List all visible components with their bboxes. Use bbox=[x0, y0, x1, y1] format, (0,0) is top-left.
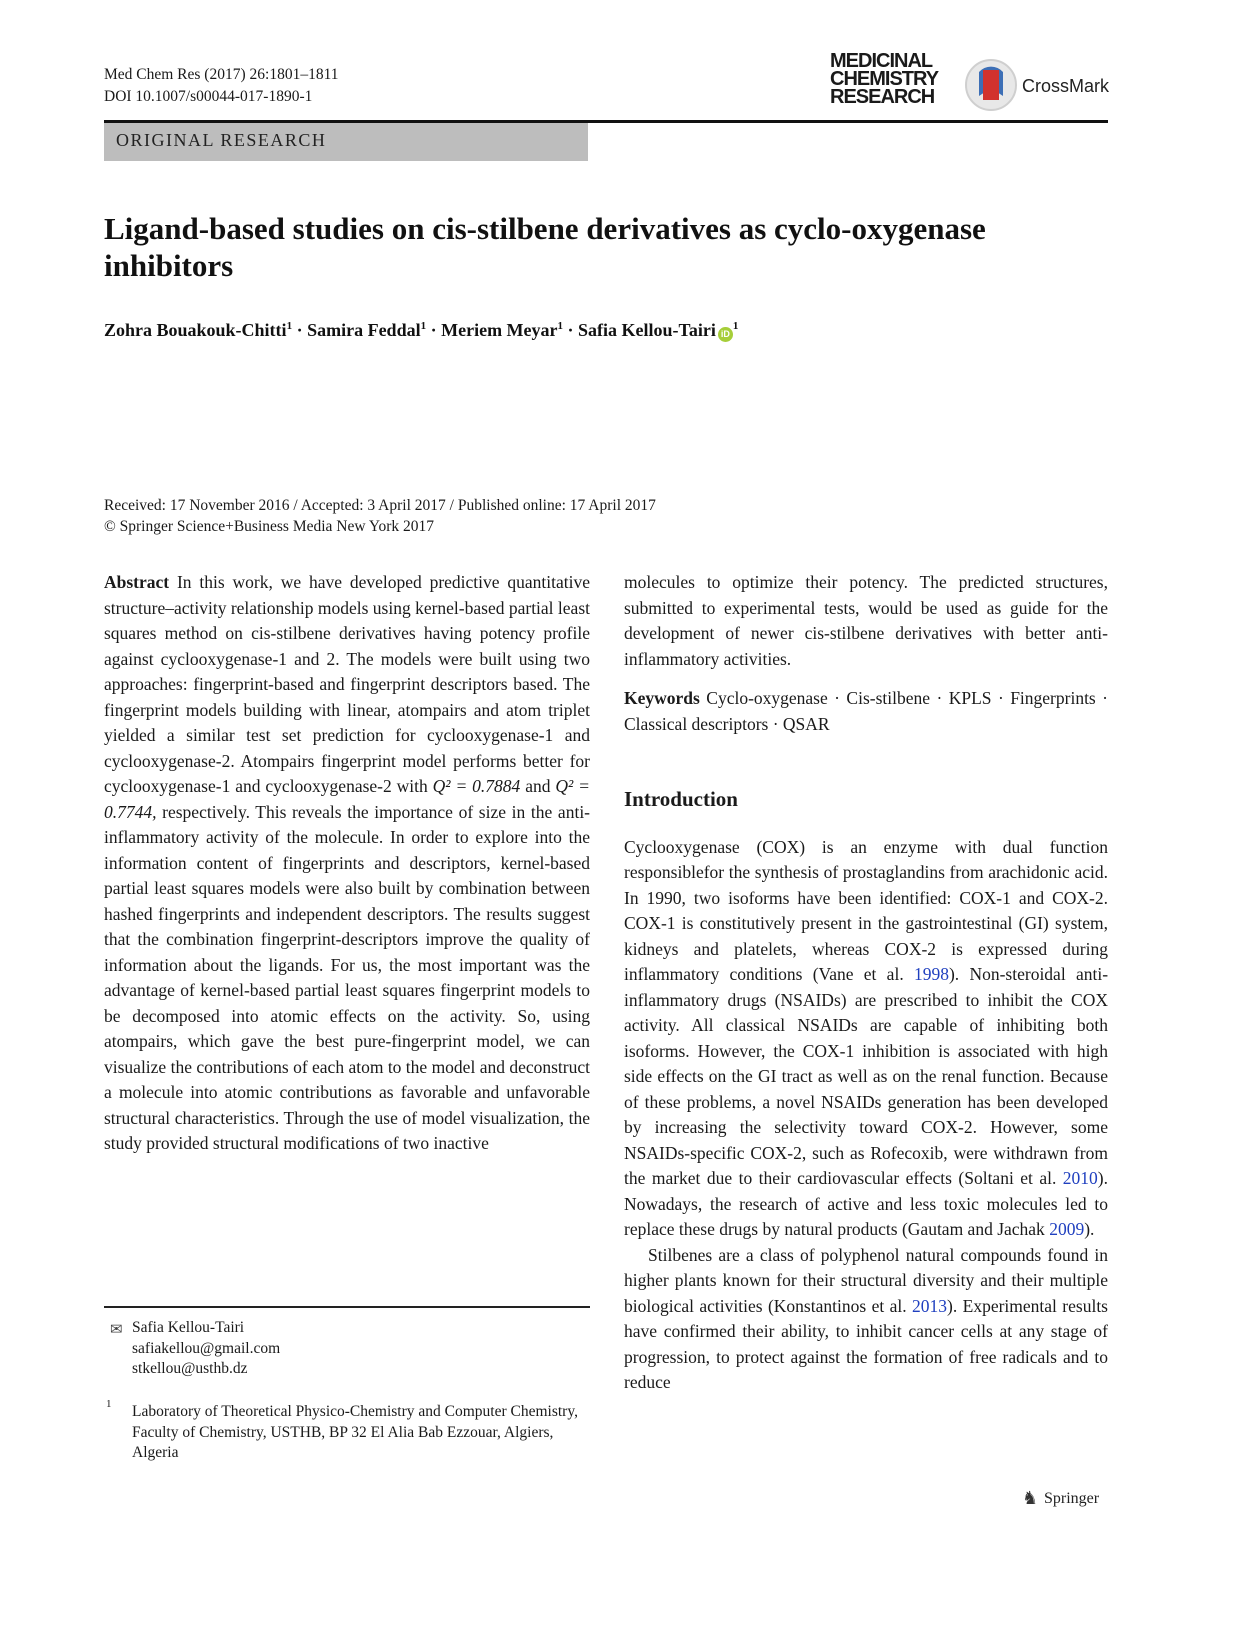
section-banner-label: ORIGINAL RESEARCH bbox=[116, 130, 327, 150]
publisher-label: Springer bbox=[1044, 1490, 1100, 1507]
author-name[interactable]: Meriem Meyar bbox=[441, 320, 558, 340]
citation-link[interactable]: 2010 bbox=[1062, 1168, 1098, 1188]
citation-link[interactable]: 1998 bbox=[913, 964, 949, 984]
introduction-paragraph: Cyclooxygenase (COX) is an enzyme with dual function responsiblefor the synthesis of prostaglandins from arachidonic acid. In 1990, two isoforms have been identified: COX-1 and COX-2. COX-1 is constitutively present in the gastrointestinal (GI) system, kidneys and platelets, whereas COX-2 is expressed during inflammatory conditions (Vane et al. 1998). Non-steroidal anti-inflammatory drugs (NSAIDs) are prescribed to inhibit the COX activity. All classical NSAIDs are capable of inhibiting both isoforms. However, the COX-1 inhibition is associated with high side effects on the GI tract as well as on the renal function. Because of these problems, a novel NSAIDs generation has been developed by increasing the selectivity toward COX-2. However, some NSAIDs-specific COX-2, such as Rofecoxib, were withdrawn from the market due to their cardiovascular effects (Soltani et al. 2010). Nowadays, the research of active and less toxic molecules led to replace these drugs by natural products (Gautam and Jachak 2009). bbox=[624, 836, 1109, 1239]
keywords bbox=[624, 686, 1108, 737]
citation-link[interactable]: 2013 bbox=[912, 1295, 948, 1316]
q2-value: Q² = 0.7884 bbox=[432, 776, 521, 796]
right-column bbox=[624, 570, 1108, 1396]
journal-reference bbox=[104, 64, 339, 108]
introduction-paragraph: Stilbenes are a class of polyphenol natural compounds found in higher plants known for their structural diversity and their multiple biological activities (Konstantinos et al. 2013). Experimental results have confirmed their ability, to inhibit cancer cells at any stage of progression, to protect against the formation of free radicals and to reduce bbox=[624, 1244, 1108, 1392]
abstract-column bbox=[104, 570, 590, 1157]
keywords-list: Cyclo-oxygenase · Cis-stilbene · KPLS · Fingerprints · Classical descriptors · QSAR bbox=[624, 688, 1108, 734]
section-heading-introduction: Introduction bbox=[624, 787, 738, 811]
author-name[interactable]: Samira Feddal bbox=[307, 320, 421, 340]
doi[interactable]: DOI 10.1007/s00044-017-1890-1 bbox=[104, 88, 313, 105]
abstract-continuation: molecules to optimize their potency. The predicted structures, submitted to experimental tests, would be used as guide for the development of newer cis-stilbene derivatives with better anti-inflammatory activities. bbox=[624, 572, 1108, 669]
citation-link[interactable]: 2009 bbox=[1049, 1219, 1085, 1239]
contact-name: Safia Kellou-Tairi bbox=[132, 1319, 245, 1336]
copyright: © Springer Science+Business Media New York 2017 bbox=[104, 518, 435, 535]
email-link[interactable]: stkellou@usthb.dz bbox=[132, 1360, 248, 1377]
author-name[interactable]: Zohra Bouakouk-Chitti bbox=[104, 320, 287, 340]
author-name[interactable]: Safia Kellou-Tairi bbox=[578, 320, 716, 340]
springer-horse-icon: ♞ bbox=[1022, 1488, 1039, 1509]
affiliation-number: 1 bbox=[106, 1398, 112, 1410]
abstract-paragraph: Abstract In this work, we have developed predictive quantitative structure–activity relationship models using kernel-based partial least squares method on cis-stilbene derivatives having potency profile against cyclooxygenase-1 and 2. The models were built using two approaches: fingerprint-based and fingerprint descriptors based. The fingerprint models building with linear, atompairs and atom triplet yielded a similar test set prediction for cyclooxygenase-1 and cyclooxygenase-2. Atompairs fingerprint model performs better for cyclooxygenase-1 and cyclooxygenase-2 with Q² = 0.7884 and Q² = 0.7744, respectively. This reveals the importance of size in the anti-inflammatory activity of the molecule. In order to explore into the information content of fingerprints and descriptors, kernel-based partial least squares models were also built by combination between hashed fingerprints and independent descriptors. The results suggest that the combination fingerprint-descriptors improve the quality of information about the ligands. For us, the most important was the advantage of kernel-based partial least squares fingerprint models to be decomposed into atomic effects on the activity. So, using atompairs, which gave the best pure-fingerprint model, we can visualize the contributions of each atom to the model and deconstruct a molecule into atomic contributions as favorable and unfavorable structural characteristics. Through the use of model visualization, the study provided structural modifications of two inactive bbox=[104, 572, 591, 1153]
article-title: Ligand-based studies on cis-stilbene derivatives as cyclo-oxygenase inhibitors bbox=[104, 211, 986, 283]
orcid-icon[interactable]: iD bbox=[718, 327, 733, 342]
received-accepted-dates: Received: 17 November 2016 / Accepted: 3 April 2017 / Published online: 17 April 2017 bbox=[104, 497, 656, 514]
email-link[interactable]: safiakellou@gmail.com bbox=[132, 1339, 281, 1357]
publication-dates bbox=[104, 495, 656, 537]
q2-value: Q² = 0.7744, bbox=[104, 776, 590, 822]
journal-citation: Med Chem Res (2017) 26:1801–1811 bbox=[104, 66, 339, 83]
journal-logo: MEDICINAL CHEMISTRY RESEARCH bbox=[830, 50, 939, 108]
keywords-label: Keywords bbox=[624, 688, 700, 708]
crossmark-icon[interactable] bbox=[964, 58, 1018, 112]
affiliation: Laboratory of Theoretical Physico-Chemistry and Computer Chemistry, Faculty of Chemistry, USTHB, BP 32 El Alia Bab Ezzouar, Algiers, Algeria bbox=[132, 1403, 578, 1461]
author-list: Zohra Bouakouk-Chitti$^1$ · Samira Feddal$^1$ · Meriem Meyar$^1$ · Safia Kellou-Tairi $iD^1$ bbox=[104, 320, 739, 340]
envelope-icon: ✉ bbox=[110, 1320, 123, 1338]
abstract-label: Abstract bbox=[104, 572, 170, 592]
footnote-rule bbox=[104, 1306, 590, 1308]
corresponding-author bbox=[132, 1318, 280, 1380]
crossmark-label[interactable]: CrossMark bbox=[1022, 76, 1110, 96]
